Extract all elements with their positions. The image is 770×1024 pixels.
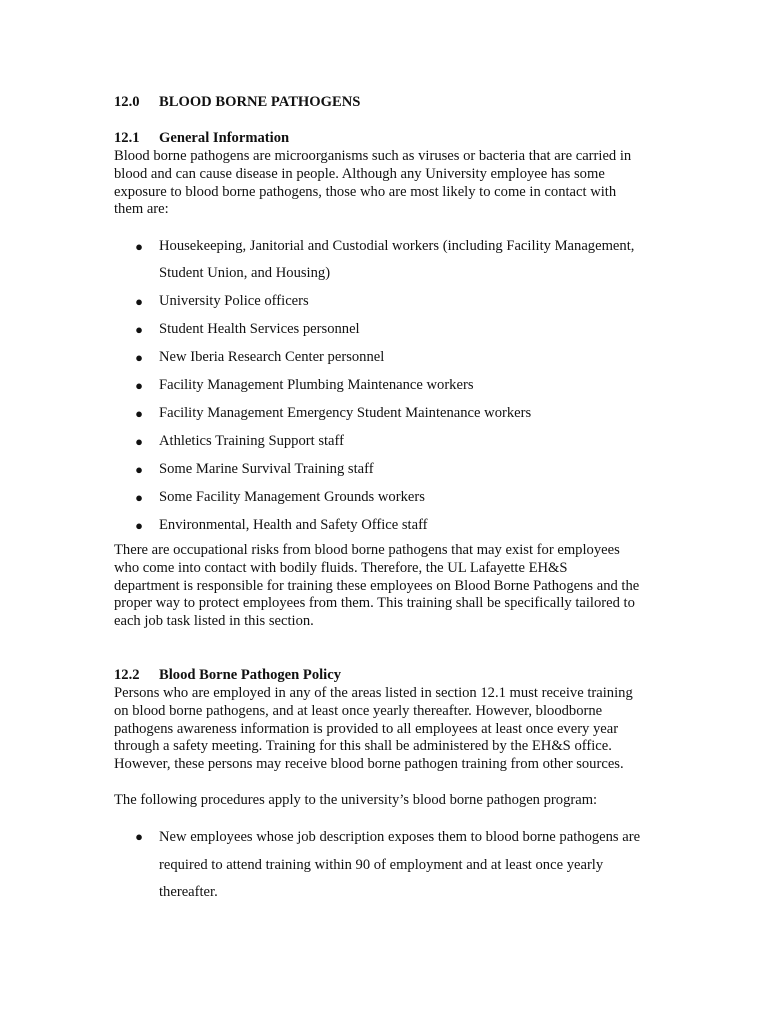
list-item: ● Housekeeping, Janitorial and Custodial workers (including Facility Management, Student Union, and Housing) — [135, 238, 635, 281]
section-heading — [114, 94, 360, 111]
paragraph-line: department is responsible for training these employees on Blood Borne Pathogens and the — [114, 577, 640, 594]
list-item: ● New Iberia Research Center personnel — [135, 349, 385, 365]
policy-heading — [114, 667, 341, 684]
bullet-icon: ● — [135, 350, 143, 365]
list-item: ● Some Facility Management Grounds workers — [135, 489, 425, 505]
list-item: ● Environmental, Health and Safety Office staff — [135, 517, 428, 533]
general-info-paragraph — [114, 148, 674, 219]
bullet-icon: ● — [135, 294, 143, 309]
bullet-icon: ● — [135, 462, 143, 477]
bullet-icon: ● — [135, 406, 143, 421]
paragraph-line: them are: — [114, 201, 169, 218]
paragraph-line: There are occupational risks from blood borne pathogens that may exist for employees — [114, 542, 620, 558]
occupational-risk-paragraph — [114, 542, 674, 631]
list-item: ● University Police officers — [135, 293, 309, 309]
paragraph-line: who come into contact with bodily fluids. Therefore, the UL Lafayette EH&S — [114, 559, 568, 576]
paragraph-line: blood and can cause disease in people. Although any University employee has some — [114, 165, 605, 182]
bullet-icon: ● — [135, 829, 143, 844]
paragraph-line: exposure to blood borne pathogens, those who are most likely to come in contact with — [114, 183, 617, 200]
list-item: ● Some Marine Survival Training staff — [135, 461, 374, 477]
at-risk-workers-list — [114, 238, 714, 545]
general-info-title: General Information — [159, 130, 290, 146]
list-item: ● Facility Management Plumbing Maintenance workers — [135, 377, 474, 393]
policy-paragraph — [114, 685, 674, 774]
paragraph-line: proper way to protect employees from them. This training shall be specifically tailored to — [114, 595, 635, 612]
bullet-icon: ● — [135, 239, 143, 254]
paragraph-line: However, these persons may receive blood borne pathogen training from other sources. — [114, 756, 624, 773]
bullet-icon: ● — [135, 490, 143, 505]
list-item: ● New employees whose job description exposes them to blood borne pathogens are required to attend training within 90 of employment and at least once yearly thereafter. — [135, 829, 641, 900]
procedures-intro: The following procedures apply to the university’s blood borne pathogen program: — [114, 792, 598, 808]
policy-title: Blood Borne Pathogen Policy — [159, 667, 342, 683]
section-title: BLOOD BORNE PATHOGENS — [159, 94, 361, 110]
policy-number: 12.2 — [114, 667, 140, 683]
general-info-number: 12.1 — [114, 130, 140, 146]
paragraph-line: Blood borne pathogens are microorganisms such as viruses or bacteria that are carried in — [114, 148, 632, 164]
bullet-icon: ● — [135, 322, 143, 337]
paragraph-line: on blood borne pathogens, and at least once yearly thereafter. However, bloodborne — [114, 702, 603, 719]
list-item: ● Athletics Training Support staff — [135, 433, 344, 449]
bullet-icon: ● — [135, 378, 143, 393]
list-item: ● Facility Management Emergency Student Maintenance workers — [135, 405, 532, 421]
paragraph-line: through a safety meeting. Training for this shall be administered by the EH&S office. — [114, 738, 612, 755]
bullet-icon: ● — [135, 518, 143, 533]
section-number: 12.0 — [114, 94, 140, 110]
paragraph-line: pathogens awareness information is provided to all employees at least once every year — [114, 720, 619, 737]
procedures-list — [114, 829, 714, 912]
general-info-heading — [114, 130, 289, 147]
bullet-icon: ● — [135, 434, 143, 449]
paragraph-line: Persons who are employed in any of the areas listed in section 12.1 must receive training — [114, 685, 633, 701]
paragraph-line: each job task listed in this section. — [114, 613, 314, 630]
list-item: ● Student Health Services personnel — [135, 321, 360, 337]
